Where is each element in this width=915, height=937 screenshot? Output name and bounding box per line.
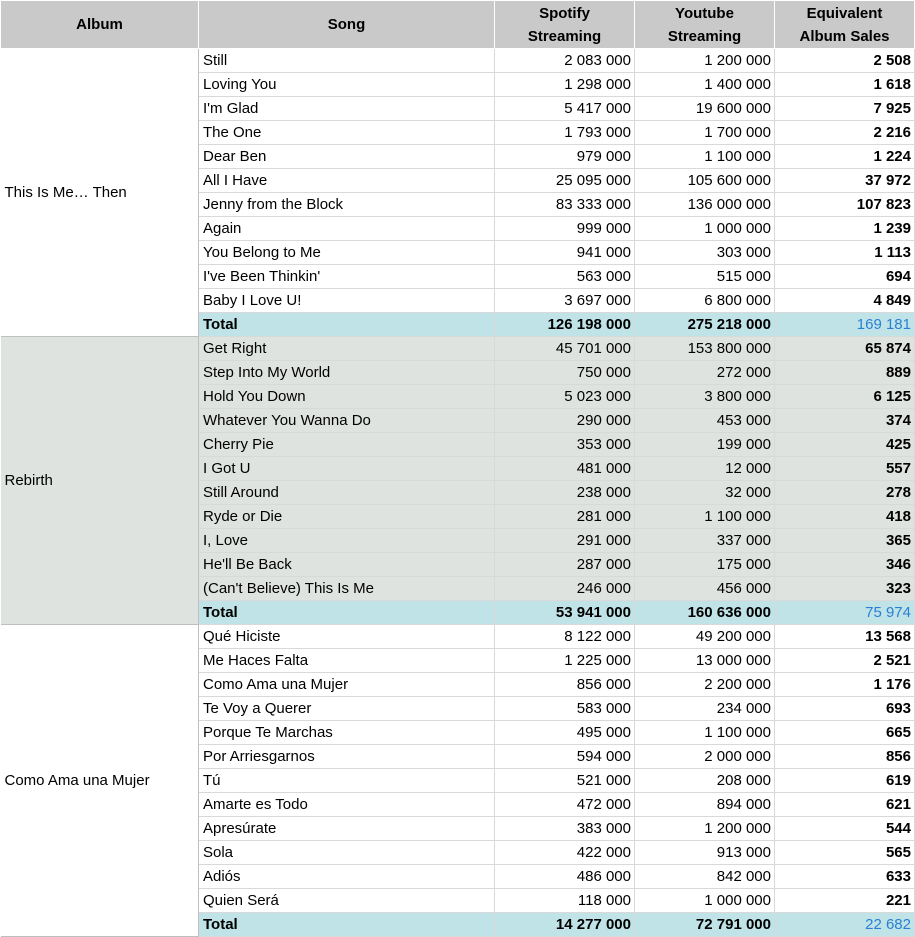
total-youtube-cell: 160 636 000	[635, 601, 775, 625]
song-cell: Dear Ben	[199, 145, 495, 169]
song-cell: I'm Glad	[199, 97, 495, 121]
eas-cell: 557	[775, 457, 915, 481]
youtube-cell: 105 600 000	[635, 169, 775, 193]
total-label-cell: Total	[199, 313, 495, 337]
spotify-cell: 422 000	[495, 841, 635, 865]
spotify-cell: 45 701 000	[495, 337, 635, 361]
spotify-cell: 750 000	[495, 361, 635, 385]
header-eas-line1: Equivalent	[806, 4, 883, 22]
song-cell: Qué Hiciste	[199, 625, 495, 649]
header-youtube	[635, 1, 775, 49]
song-cell: Get Right	[199, 337, 495, 361]
youtube-cell: 272 000	[635, 361, 775, 385]
song-cell: Apresúrate	[199, 817, 495, 841]
table-row	[1, 337, 915, 361]
song-cell: Tú	[199, 769, 495, 793]
spotify-cell: 495 000	[495, 721, 635, 745]
spotify-cell: 472 000	[495, 793, 635, 817]
song-cell: Cherry Pie	[199, 433, 495, 457]
total-youtube-cell: 275 218 000	[635, 313, 775, 337]
header-eas	[775, 1, 915, 49]
spotify-cell: 25 095 000	[495, 169, 635, 193]
youtube-cell: 49 200 000	[635, 625, 775, 649]
spotify-cell: 486 000	[495, 865, 635, 889]
youtube-cell: 515 000	[635, 265, 775, 289]
eas-cell: 37 972	[775, 169, 915, 193]
song-cell: Whatever You Wanna Do	[199, 409, 495, 433]
youtube-cell: 1 000 000	[635, 217, 775, 241]
eas-cell: 665	[775, 721, 915, 745]
spotify-cell: 246 000	[495, 577, 635, 601]
youtube-cell: 337 000	[635, 529, 775, 553]
song-cell: Me Haces Falta	[199, 649, 495, 673]
eas-cell: 544	[775, 817, 915, 841]
total-label-cell: Total	[199, 913, 495, 937]
eas-cell: 619	[775, 769, 915, 793]
total-spotify-cell: 126 198 000	[495, 313, 635, 337]
album-name-cell: This Is Me… Then	[1, 49, 199, 337]
header-song: Song	[199, 1, 495, 49]
song-cell: Loving You	[199, 73, 495, 97]
eas-cell: 2 521	[775, 649, 915, 673]
song-cell: Quien Será	[199, 889, 495, 913]
album-name-cell: Rebirth	[1, 337, 199, 625]
youtube-cell: 234 000	[635, 697, 775, 721]
song-cell: Still Around	[199, 481, 495, 505]
youtube-cell: 456 000	[635, 577, 775, 601]
youtube-cell: 208 000	[635, 769, 775, 793]
youtube-cell: 1 200 000	[635, 49, 775, 73]
spotify-cell: 281 000	[495, 505, 635, 529]
total-spotify-cell: 53 941 000	[495, 601, 635, 625]
spotify-cell: 118 000	[495, 889, 635, 913]
spotify-cell: 353 000	[495, 433, 635, 457]
song-cell: Amarte es Todo	[199, 793, 495, 817]
song-cell: The One	[199, 121, 495, 145]
header-youtube-line2: Streaming	[667, 27, 742, 45]
eas-cell: 1 113	[775, 241, 915, 265]
spotify-cell: 5 417 000	[495, 97, 635, 121]
eas-cell: 889	[775, 361, 915, 385]
eas-cell: 856	[775, 745, 915, 769]
song-cell: Still	[199, 49, 495, 73]
spotify-cell: 941 000	[495, 241, 635, 265]
youtube-cell: 2 000 000	[635, 745, 775, 769]
youtube-cell: 199 000	[635, 433, 775, 457]
spotify-cell: 856 000	[495, 673, 635, 697]
youtube-cell: 3 800 000	[635, 385, 775, 409]
header-youtube-line1: Youtube	[675, 4, 734, 22]
youtube-cell: 19 600 000	[635, 97, 775, 121]
spotify-cell: 594 000	[495, 745, 635, 769]
song-cell: Ryde or Die	[199, 505, 495, 529]
spotify-cell: 3 697 000	[495, 289, 635, 313]
header-spotify-line2: Streaming	[527, 27, 602, 45]
song-cell: All I Have	[199, 169, 495, 193]
total-youtube-cell: 72 791 000	[635, 913, 775, 937]
spotify-cell: 287 000	[495, 553, 635, 577]
youtube-cell: 175 000	[635, 553, 775, 577]
song-cell: I've Been Thinkin'	[199, 265, 495, 289]
table-row	[1, 49, 915, 73]
eas-cell: 1 239	[775, 217, 915, 241]
song-cell: He'll Be Back	[199, 553, 495, 577]
spotify-cell: 291 000	[495, 529, 635, 553]
album-name-cell: Como Ama una Mujer	[1, 625, 199, 937]
youtube-cell: 1 400 000	[635, 73, 775, 97]
youtube-cell: 1 100 000	[635, 505, 775, 529]
song-cell: Step Into My World	[199, 361, 495, 385]
youtube-cell: 1 000 000	[635, 889, 775, 913]
eas-cell: 323	[775, 577, 915, 601]
eas-cell: 107 823	[775, 193, 915, 217]
song-cell: Baby I Love U!	[199, 289, 495, 313]
song-cell: I, Love	[199, 529, 495, 553]
table-row	[1, 625, 915, 649]
spotify-cell: 290 000	[495, 409, 635, 433]
youtube-cell: 12 000	[635, 457, 775, 481]
song-cell: You Belong to Me	[199, 241, 495, 265]
spotify-cell: 5 023 000	[495, 385, 635, 409]
youtube-cell: 136 000 000	[635, 193, 775, 217]
eas-cell: 221	[775, 889, 915, 913]
eas-cell: 374	[775, 409, 915, 433]
spotify-cell: 8 122 000	[495, 625, 635, 649]
eas-cell: 693	[775, 697, 915, 721]
song-cell: Hold You Down	[199, 385, 495, 409]
eas-cell: 621	[775, 793, 915, 817]
spotify-cell: 481 000	[495, 457, 635, 481]
youtube-cell: 842 000	[635, 865, 775, 889]
eas-cell: 13 568	[775, 625, 915, 649]
eas-cell: 1 176	[775, 673, 915, 697]
eas-cell: 1 618	[775, 73, 915, 97]
youtube-cell: 1 100 000	[635, 145, 775, 169]
eas-cell: 6 125	[775, 385, 915, 409]
eas-cell: 346	[775, 553, 915, 577]
spotify-cell: 999 000	[495, 217, 635, 241]
table-body	[1, 49, 915, 937]
total-spotify-cell: 14 277 000	[495, 913, 635, 937]
eas-cell: 565	[775, 841, 915, 865]
youtube-cell: 913 000	[635, 841, 775, 865]
header-eas-line2: Album Sales	[799, 27, 890, 45]
spotify-cell: 979 000	[495, 145, 635, 169]
youtube-cell: 303 000	[635, 241, 775, 265]
header-spotify	[495, 1, 635, 49]
eas-cell: 425	[775, 433, 915, 457]
youtube-cell: 1 200 000	[635, 817, 775, 841]
eas-cell: 694	[775, 265, 915, 289]
song-cell: Porque Te Marchas	[199, 721, 495, 745]
spotify-cell: 383 000	[495, 817, 635, 841]
song-cell: Sola	[199, 841, 495, 865]
eas-cell: 7 925	[775, 97, 915, 121]
youtube-cell: 32 000	[635, 481, 775, 505]
eas-cell: 1 224	[775, 145, 915, 169]
eas-cell: 418	[775, 505, 915, 529]
spotify-cell: 583 000	[495, 697, 635, 721]
eas-cell: 65 874	[775, 337, 915, 361]
header-album: Album	[1, 1, 199, 49]
eas-cell: 2 508	[775, 49, 915, 73]
eas-cell: 2 216	[775, 121, 915, 145]
spotify-cell: 2 083 000	[495, 49, 635, 73]
spotify-cell: 238 000	[495, 481, 635, 505]
header-spotify-line1: Spotify	[539, 4, 590, 22]
header-row	[1, 1, 915, 49]
song-cell: Te Voy a Querer	[199, 697, 495, 721]
total-eas-cell: 22 682	[775, 913, 915, 937]
song-cell: I Got U	[199, 457, 495, 481]
total-eas-cell: 75 974	[775, 601, 915, 625]
eas-cell: 633	[775, 865, 915, 889]
song-cell: Como Ama una Mujer	[199, 673, 495, 697]
youtube-cell: 13 000 000	[635, 649, 775, 673]
spotify-cell: 521 000	[495, 769, 635, 793]
song-cell: (Can't Believe) This Is Me	[199, 577, 495, 601]
eas-cell: 365	[775, 529, 915, 553]
song-cell: Por Arriesgarnos	[199, 745, 495, 769]
youtube-cell: 453 000	[635, 409, 775, 433]
spotify-cell: 1 793 000	[495, 121, 635, 145]
youtube-cell: 894 000	[635, 793, 775, 817]
total-label-cell: Total	[199, 601, 495, 625]
youtube-cell: 6 800 000	[635, 289, 775, 313]
song-cell: Adiós	[199, 865, 495, 889]
youtube-cell: 153 800 000	[635, 337, 775, 361]
spotify-cell: 1 225 000	[495, 649, 635, 673]
eas-cell: 278	[775, 481, 915, 505]
spotify-cell: 83 333 000	[495, 193, 635, 217]
youtube-cell: 1 100 000	[635, 721, 775, 745]
song-cell: Jenny from the Block	[199, 193, 495, 217]
youtube-cell: 1 700 000	[635, 121, 775, 145]
total-eas-cell: 169 181	[775, 313, 915, 337]
spotify-cell: 563 000	[495, 265, 635, 289]
youtube-cell: 2 200 000	[635, 673, 775, 697]
spotify-cell: 1 298 000	[495, 73, 635, 97]
song-cell: Again	[199, 217, 495, 241]
eas-cell: 4 849	[775, 289, 915, 313]
